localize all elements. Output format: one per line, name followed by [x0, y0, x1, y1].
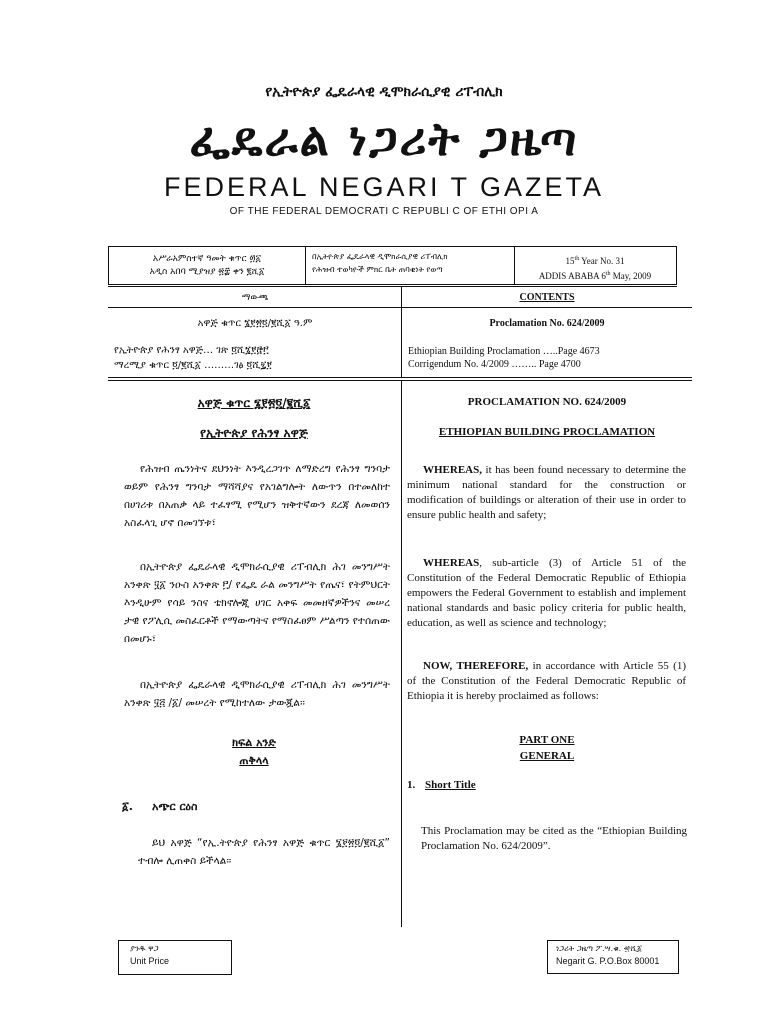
- column-divider: [401, 381, 402, 927]
- whereas-1-text: it has been found necessary to determine the minimum national standard for the construction or modification of buildings or alteration of their use in order to ensure public health and safety;: [407, 464, 686, 521]
- english-now-therefore: [407, 659, 686, 704]
- amharic-proclamation-title: የኢትዮጵያ የሕንፃ አዋጅ: [200, 426, 308, 440]
- gazette-title: FEDERAL NEGARI T GAZETA: [163, 172, 605, 202]
- whereas-1-label: WHEREAS,: [423, 464, 482, 476]
- english-section-1-text: This Proclamation may be cited as the “Ethiopian Building Proclamation No. 624/2009”.: [421, 825, 687, 852]
- publisher-line-2: የሕዝብ ተወካዮች ምክር ቤት ጠባቂነት የወጣ: [312, 265, 443, 274]
- amharic-section-1-number: ፩.: [122, 800, 133, 813]
- english-general: GENERAL: [519, 750, 575, 762]
- issue-date: ADDIS ABABA 6th May, 2009: [538, 271, 652, 281]
- section-rule-2: [108, 380, 692, 381]
- whereas-2-text: , sub-article (3) of Article 51 of the Constitution of the Federal Democratic Republic of Ethiopia empowers the Federal Government to establish and implement national standards and basic policy criteria for public health, education, as well as science and technology;: [407, 557, 686, 629]
- contents-column-divider: [401, 286, 402, 377]
- info-box-divider-left: [305, 246, 306, 284]
- po-box-label: Negarit G. P.O.Box 80001: [556, 956, 660, 966]
- english-section-1-title: Short Title: [425, 779, 476, 791]
- contents-item-1: Ethiopian Building Proclamation …..Page 4673: [408, 346, 600, 357]
- info-box-underline: [108, 286, 677, 287]
- contents-item-amharic-1: የኢትዮጵያ የሕንፃ አዋጅ… ገጽ ፬ሺ፮፻፸፫: [114, 345, 269, 356]
- issue-line-1: አሥራአምስተኛ ዓመት ቁጥር ፴፩: [152, 254, 262, 264]
- po-box-amharic: ነጋሪት ጋዜጣ ፖ.ሣ.ቁ. ፹ሺ፩: [556, 944, 642, 953]
- year-number: 15th Year No. 31: [565, 256, 625, 266]
- english-part-one: PART ONE: [519, 734, 575, 746]
- now-therefore-text: in accordance with Article 55 (1) of the Constitution of the Federal Democratic Republic of Ethiopia it is hereby proclaimed as follows:: [407, 660, 686, 702]
- english-whereas-2: [407, 556, 686, 631]
- amharic-general: ጠቅላላ: [239, 754, 269, 767]
- gazette-subtitle: OF THE FEDERAL DEMOCRATI C REPUBLI C OF ETHI OPI A: [229, 206, 539, 217]
- issue-number-english: [516, 253, 674, 283]
- contents-heading: CONTENTS: [519, 292, 575, 303]
- amharic-gazette-title: ፌዴራል ነጋሪት ጋዜጣ: [189, 112, 579, 166]
- contents-heading-amharic: ማውጫ: [241, 293, 269, 303]
- publisher-note-amharic: [312, 250, 512, 276]
- amharic-section-1-text: ይህ አዋጅ “የኢ.ትዮጵያ የሕንፃ አዋጅ ቁጥር ፮፻፳፬/፪ሺ፩” ተብሎ ሊጠቀስ ይችላል፡፡: [138, 837, 390, 867]
- contents-rule-top: [108, 307, 692, 308]
- contents-item-2: Corrigendum No. 4/2009 …….. Page 4700: [408, 359, 581, 370]
- now-therefore-label: NOW, THEREFORE,: [423, 660, 529, 672]
- amharic-section-1-title: አጭር ርዕስ: [152, 800, 198, 813]
- english-proclamation-title: ETHIOPIAN BUILDING PROCLAMATION: [438, 426, 656, 438]
- amharic-republic-heading: የኢትዮጵያ ፌዴራላዊ ዲሞክራሲያዊ ሪፐብሊክ: [265, 84, 503, 100]
- contents-proclamation-amharic: አዋጅ ቁጥር ፮፻፳፬/፪ሺ፩ ዓ.ም: [197, 318, 313, 329]
- issue-number-amharic: [110, 253, 304, 279]
- english-whereas-1: [407, 463, 686, 523]
- contents-proclamation: Proclamation No. 624/2009: [489, 318, 605, 329]
- english-proclamation-number: PROCLAMATION NO. 624/2009: [467, 396, 627, 408]
- whereas-2-label: WHEREAS: [423, 557, 480, 569]
- amharic-paragraph-1: የሕዝብ ጤንነትና ደህንነት እንዲረጋገጥ ለማድረግ የሕንፃ ግንባታ ወይም የሕንፃ ግንባታ ማሻሻያና የአገልግሎት ለውጥን በተመለከተ በሀገሪቱ በአጠቃ ላይ ተፈፃሚ የሚሆን ዝቅተኛውን ደረጃ ለመወሰን አስፈላጊ ሆኖ በመገኘቱ፣: [124, 463, 390, 529]
- issue-line-2: አዲስ አበባ ሚያዝያ ፳፰ ቀን ፪ሺ፩: [149, 267, 265, 277]
- publisher-line-1: በኢትዮጵያ ፌዴራላዊ ዲሞክራሲያዊ ሪፐብሊክ: [312, 252, 448, 261]
- amharic-paragraph-3: በኢትዮጵያ ፌዴራላዊ ዲሞክራሲያዊ ሪፐብሊክ ሕገ መንግሥት አንቀጽ ፶፭ /፩/ መሠረት የሚከተለው ታውጇል፡፡: [124, 679, 390, 709]
- amharic-paragraph-2: በኢትዮጵያ ፌዴራላዊ ዲሞክራሲያዊ ሪፐብሊክ ሕገ መንግሥት አንቀጽ ፶፩ ንዑስ አንቀጽ ፫/ የፌዴ ራል መንግሥት የጤና፣ የትምህርት እንዲሁም የሳይ ንስና ቴክኖሎጂ ሀገር አቀፍ መመዘኛዎችንና መሠረ ታዊ የፖሊሲ መስፈርቶች የማውጣትና የማስፈፀም ሥልጣን የተሰጠው በመሆኑ፣: [124, 561, 390, 645]
- unit-price-amharic: ያንዱ ዋጋ: [130, 944, 159, 953]
- amharic-part-one: ክፍል አንድ: [232, 736, 276, 749]
- section-rule-1: [108, 377, 692, 378]
- english-section-1-number: 1.: [407, 779, 416, 791]
- contents-list: [408, 345, 694, 371]
- contents-item-amharic-2: ማረሚያ ቁጥር ፬/፪ሺ፩ ………ገፅ ፬ሺ፯፻: [114, 360, 272, 371]
- contents-list-amharic: [114, 343, 404, 373]
- info-box-divider-right: [514, 246, 515, 284]
- amharic-proclamation-number: አዋጅ ቁጥር ፮፻፳፬/፪ሺ፩: [197, 396, 311, 410]
- unit-price-label: Unit Price: [130, 956, 170, 966]
